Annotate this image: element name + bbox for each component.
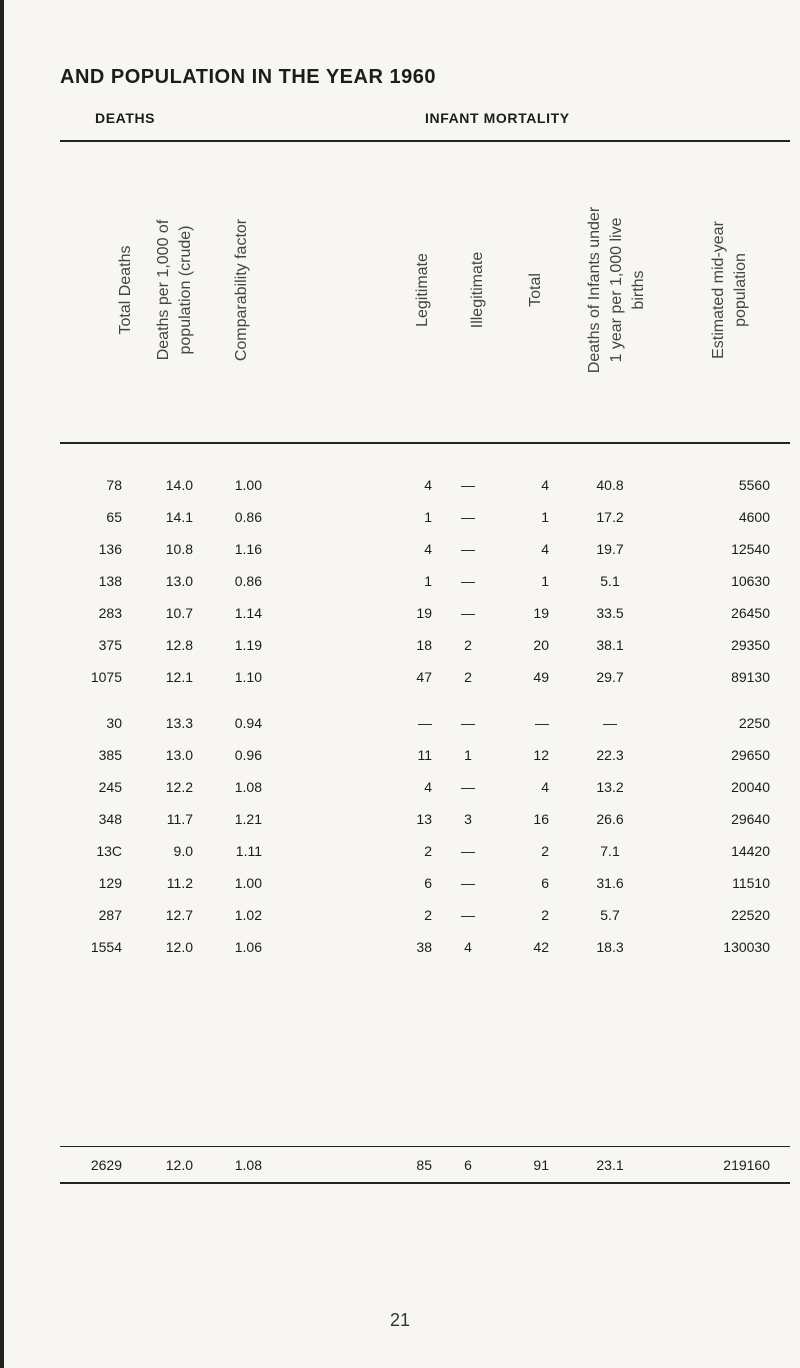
header-infant-rate xyxy=(572,140,662,440)
table-row xyxy=(0,473,800,497)
cell-total-deaths: 375 xyxy=(98,637,122,653)
cell-total-deaths: 65 xyxy=(106,509,122,525)
cell-illegitimate: 1 xyxy=(464,747,472,763)
cell-comparability-factor: 1.19 xyxy=(234,637,262,653)
cell-comparability-factor: 1.14 xyxy=(234,605,262,621)
cell-estimated-population: 29640 xyxy=(731,811,770,827)
cell-infant-total: 16 xyxy=(533,811,549,827)
cell-illegitimate: — xyxy=(461,875,475,891)
cell-deaths-per-1000: 11.2 xyxy=(166,875,193,891)
table-row xyxy=(0,743,800,767)
cell-comparability-factor: 1.10 xyxy=(234,669,262,685)
cell-estimated-population: 2250 xyxy=(738,715,770,731)
cell-legitimate: 18 xyxy=(416,637,432,653)
header-line: population xyxy=(732,253,749,327)
header-line: population (crude) xyxy=(177,225,194,355)
cell-infant-rate: 22.3 xyxy=(596,747,624,763)
cell-deaths-per-1000: 13.3 xyxy=(165,715,193,731)
cell-total-deaths: 1075 xyxy=(90,669,122,685)
cell-estimated-population: 10630 xyxy=(731,573,770,589)
cell-estimated-population: 12540 xyxy=(731,541,770,557)
deaths-group-heading: DEATHS xyxy=(95,110,156,126)
totals-top-rule xyxy=(60,1146,790,1147)
cell-total-deaths: 13C xyxy=(96,843,122,859)
cell-legitimate: 2 xyxy=(424,843,432,859)
cell-infant-rate: 5.7 xyxy=(600,907,620,923)
cell-comparability-factor: 0.94 xyxy=(234,715,262,731)
header-deaths-per-1000 xyxy=(147,140,203,440)
cell-deaths-per-1000: 9.0 xyxy=(173,843,193,859)
cell-infant-rate: 33.5 xyxy=(596,605,624,621)
cell-total-deaths: 1554 xyxy=(90,939,122,955)
cell-estimated-population: 26450 xyxy=(731,605,770,621)
cell-estimated-population: 11510 xyxy=(732,875,770,891)
cell-comparability-factor: 1.08 xyxy=(234,1157,262,1173)
header-line: Deaths per 1,000 of xyxy=(155,219,172,361)
header-legitimate xyxy=(395,140,451,440)
header-line: births xyxy=(630,270,647,310)
cell-infant-total: 1 xyxy=(541,573,549,589)
cell-total-deaths: 348 xyxy=(98,811,122,827)
header-comparability-factor xyxy=(214,140,270,440)
cell-deaths-per-1000: 10.7 xyxy=(165,605,193,621)
header-line: Illegitimate xyxy=(469,251,486,329)
cell-infant-rate: 31.6 xyxy=(596,875,624,891)
cell-infant-total: 42 xyxy=(533,939,549,955)
header-line: Deaths of Infants under xyxy=(586,206,603,374)
cell-comparability-factor: 1.08 xyxy=(234,779,262,795)
cell-illegitimate: — xyxy=(461,573,475,589)
cell-legitimate: 11 xyxy=(417,747,432,763)
header-line: Total xyxy=(527,273,544,307)
cell-infant-total: 20 xyxy=(533,637,549,653)
cell-comparability-factor: 1.21 xyxy=(234,811,262,827)
header-illegitimate xyxy=(450,140,506,440)
cell-illegitimate: — xyxy=(461,605,475,621)
cell-illegitimate: — xyxy=(461,715,475,731)
cell-deaths-per-1000: 12.7 xyxy=(165,907,193,923)
cell-legitimate: 19 xyxy=(416,605,432,621)
cell-estimated-population: 29650 xyxy=(731,747,770,763)
cell-comparability-factor: 0.86 xyxy=(234,509,262,525)
cell-total-deaths: 283 xyxy=(98,605,122,621)
cell-total-deaths: 385 xyxy=(98,747,122,763)
totals-row xyxy=(0,1153,800,1177)
cell-legitimate: 2 xyxy=(424,907,432,923)
cell-infant-rate: 23.1 xyxy=(596,1157,624,1173)
cell-infant-rate: 26.6 xyxy=(596,811,624,827)
table-row xyxy=(0,711,800,735)
cell-comparability-factor: 1.02 xyxy=(234,907,262,923)
header-line: Comparability factor xyxy=(233,218,250,362)
cell-illegitimate: — xyxy=(461,907,475,923)
cell-illegitimate: 4 xyxy=(464,939,472,955)
header-line: Total Deaths xyxy=(117,245,134,335)
page-number: 21 xyxy=(389,1310,411,1330)
cell-infant-rate: 38.1 xyxy=(596,637,624,653)
cell-comparability-factor: 1.00 xyxy=(234,477,262,493)
cell-deaths-per-1000: 12.8 xyxy=(165,637,193,653)
cell-infant-total: 4 xyxy=(541,779,549,795)
cell-infant-rate: 17.2 xyxy=(596,509,624,525)
cell-infant-rate: 18.3 xyxy=(596,939,624,955)
cell-infant-total: 4 xyxy=(541,541,549,557)
cell-illegitimate: — xyxy=(461,541,475,557)
header-line: Estimated mid-year xyxy=(710,221,727,359)
cell-comparability-factor: 1.11 xyxy=(235,843,262,859)
cell-infant-total: 12 xyxy=(533,747,549,763)
cell-total-deaths: 2629 xyxy=(90,1157,122,1173)
cell-total-deaths: 129 xyxy=(98,875,122,891)
cell-estimated-population: 219160 xyxy=(723,1157,770,1173)
cell-deaths-per-1000: 13.0 xyxy=(165,573,193,589)
cell-illegitimate: — xyxy=(461,843,475,859)
cell-estimated-population: 89130 xyxy=(731,669,770,685)
cell-deaths-per-1000: 12.0 xyxy=(165,1157,193,1173)
cell-infant-total: 19 xyxy=(533,605,549,621)
cell-estimated-population: 4600 xyxy=(738,509,770,525)
cell-legitimate: 4 xyxy=(424,477,432,493)
table-row xyxy=(0,633,800,657)
cell-legitimate: 6 xyxy=(424,875,432,891)
cell-estimated-population: 22520 xyxy=(731,907,770,923)
cell-deaths-per-1000: 12.2 xyxy=(165,779,193,795)
cell-deaths-per-1000: 10.8 xyxy=(165,541,193,557)
cell-total-deaths: 245 xyxy=(98,779,122,795)
cell-infant-rate: 29.7 xyxy=(596,669,624,685)
cell-total-deaths: 138 xyxy=(98,573,122,589)
header-total-deaths xyxy=(98,140,154,440)
cell-infant-total: 1 xyxy=(541,509,549,525)
cell-legitimate: 1 xyxy=(424,573,432,589)
table-row xyxy=(0,903,800,927)
cell-infant-total: 4 xyxy=(541,477,549,493)
cell-infant-rate: 40.8 xyxy=(596,477,624,493)
cell-infant-rate: 7.1 xyxy=(600,843,620,859)
page-title: AND POPULATION IN THE YEAR 1960 xyxy=(60,66,436,88)
cell-infant-total: 6 xyxy=(541,875,549,891)
cell-deaths-per-1000: 11.7 xyxy=(166,811,193,827)
header-line: Legitimate xyxy=(414,253,431,327)
cell-total-deaths: 136 xyxy=(98,541,122,557)
cell-infant-total: 91 xyxy=(533,1157,549,1173)
cell-comparability-factor: 0.96 xyxy=(234,747,262,763)
table-row xyxy=(0,775,800,799)
totals-bottom-rule xyxy=(60,1182,790,1184)
header-infant-total xyxy=(508,140,564,440)
cell-comparability-factor: 0.86 xyxy=(234,573,262,589)
header-bottom-rule xyxy=(60,442,790,444)
cell-illegitimate: 2 xyxy=(464,669,472,685)
cell-infant-rate: — xyxy=(603,715,617,731)
cell-comparability-factor: 1.00 xyxy=(234,875,262,891)
cell-comparability-factor: 1.06 xyxy=(234,939,262,955)
header-estimated-population xyxy=(690,140,770,440)
cell-legitimate: 47 xyxy=(416,669,432,685)
cell-infant-total: 49 xyxy=(533,669,549,685)
cell-infant-rate: 19.7 xyxy=(596,541,624,557)
table-row xyxy=(0,839,800,863)
cell-comparability-factor: 1.16 xyxy=(234,541,262,557)
cell-infant-total: — xyxy=(535,715,549,731)
cell-total-deaths: 30 xyxy=(106,715,122,731)
cell-illegitimate: — xyxy=(461,509,475,525)
cell-illegitimate: — xyxy=(461,477,475,493)
cell-deaths-per-1000: 14.1 xyxy=(165,509,193,525)
cell-legitimate: — xyxy=(418,715,432,731)
cell-legitimate: 85 xyxy=(416,1157,432,1173)
cell-deaths-per-1000: 12.1 xyxy=(165,669,193,685)
table-row xyxy=(0,505,800,529)
cell-estimated-population: 29350 xyxy=(731,637,770,653)
cell-illegitimate: 2 xyxy=(464,637,472,653)
header-line: 1 year per 1,000 live xyxy=(608,217,625,363)
table-row xyxy=(0,807,800,831)
table-row xyxy=(0,935,800,959)
cell-illegitimate: — xyxy=(461,779,475,795)
cell-estimated-population: 130030 xyxy=(723,939,770,955)
cell-legitimate: 4 xyxy=(424,541,432,557)
table-row xyxy=(0,665,800,689)
table-row xyxy=(0,569,800,593)
cell-deaths-per-1000: 13.0 xyxy=(165,747,193,763)
cell-illegitimate: 3 xyxy=(464,811,472,827)
cell-infant-rate: 13.2 xyxy=(596,779,624,795)
infant-mortality-group-heading: INFANT MORTALITY xyxy=(425,110,570,126)
cell-deaths-per-1000: 12.0 xyxy=(165,939,193,955)
cell-estimated-population: 5560 xyxy=(738,477,770,493)
cell-legitimate: 38 xyxy=(416,939,432,955)
cell-infant-rate: 5.1 xyxy=(600,573,620,589)
table-row xyxy=(0,537,800,561)
cell-infant-total: 2 xyxy=(541,907,549,923)
cell-estimated-population: 14420 xyxy=(731,843,770,859)
cell-infant-total: 2 xyxy=(541,843,549,859)
cell-total-deaths: 287 xyxy=(98,907,122,923)
cell-total-deaths: 78 xyxy=(106,477,122,493)
table-row xyxy=(0,871,800,895)
cell-deaths-per-1000: 14.0 xyxy=(165,477,193,493)
cell-illegitimate: 6 xyxy=(464,1157,472,1173)
cell-legitimate: 1 xyxy=(424,509,432,525)
cell-legitimate: 13 xyxy=(416,811,432,827)
cell-legitimate: 4 xyxy=(424,779,432,795)
cell-estimated-population: 20040 xyxy=(731,779,770,795)
table-row xyxy=(0,601,800,625)
